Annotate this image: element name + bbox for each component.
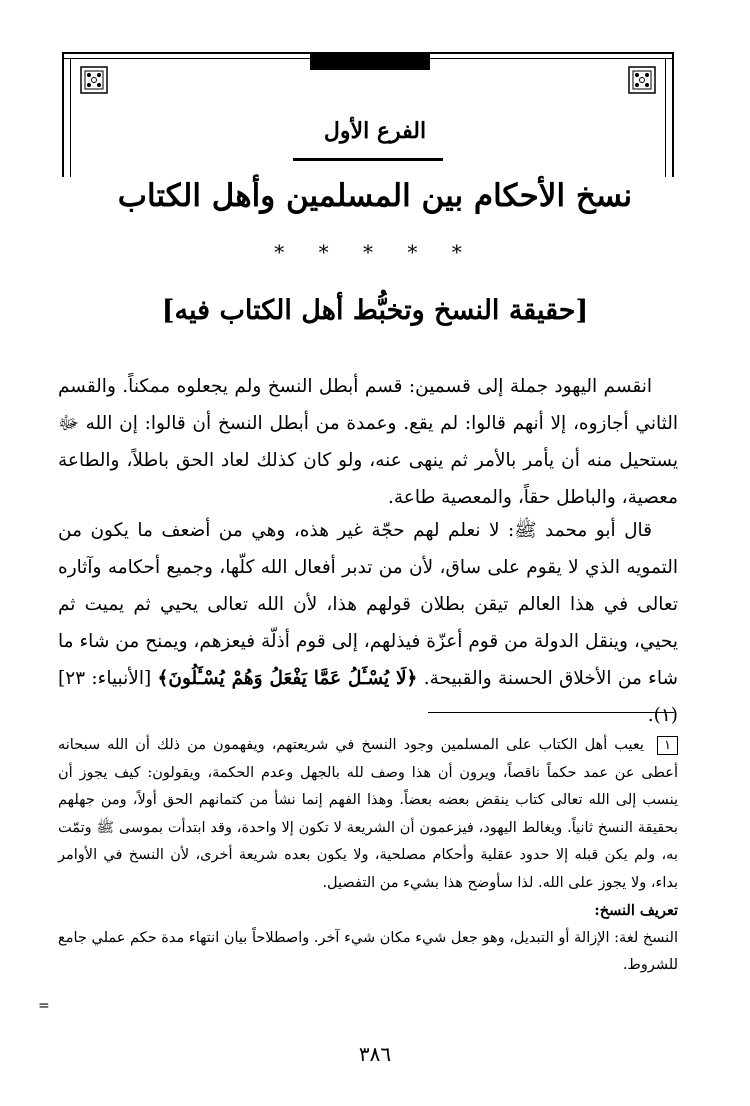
footnotes <box>58 732 678 980</box>
branch-title: الفرع الأول <box>323 118 427 144</box>
paragraph-2-text: قال أبو محمد ﷺ: لا نعلم لهم حجّة غير هذه، وهي من أضعف ما يكون من التمويه الذي لا يقوم على ساق، لأن من تدبر أفعال الله كلّها، وجميع أحكامه وآثاره تعالى في هذا العالم تيقن بطلان قولهم هذا، لأن الله تعالى يحيي ثم يميت ثم يحيي، وينقل الدولة من قوم أعزّة فيذلهم، إلى قوم أذلّة فيعزهم، ويمنح من شاء ما شاء من الأخلاق الحسنة والقبيحة. <box>58 520 679 689</box>
paragraph-1-text: انقسم اليهود جملة إلى قسمين: قسم أبطل النسخ ولم يجعلوه ممكناً. والقسم الثاني أجازوه، إلا أنهم قالوا: لم يقع. وعمدة من أبطل النسخ أن قالوا: إن الله ﷻ يستحيل منه أن يأمر بالأمر ثم ينهى عنه، ولو كان كذلك لعاد الحق باطلاً، والطاعة معصية، والباطل حقاً، والمعصية طاعة. <box>58 376 678 508</box>
ornament-icon <box>80 66 108 94</box>
definition-text: النسخ لغة: الإزالة أو التبديل، وهو جعل شيء مكان شيء آخر. واصطلاحاً بيان انتهاء مدة حكم عملي جامع للشروط. <box>58 929 678 973</box>
chapter-title: نسخ الأحكام بين المسلمين وأهل الكتاب <box>117 178 633 214</box>
star-separator: * * * * * <box>274 240 476 264</box>
ornament-icon <box>628 66 656 94</box>
header-center-bar <box>310 52 430 70</box>
footnote-text: يعيب أهل الكتاب على المسلمين وجود النسخ في شريعتهم، ويفهمون من ذلك أن الله سبحانه أعطى عن عمد حكماً ناقصاً، ويرون أن هذا وصف لله بالجهل وعدم الحكمة، ويقولون: كيف يجوز أن ينسب إلى الله تعالى كتاب ينقض بعضه بعضاً. وهذا الفهم إنما نشأ من كتمانهم الحق أولاً، ومن جهلهم بحقيقة النسخ ثانياً. ويغالط اليهود، فيزعمون أن الشريعة لا تكون إلا واحدة، وقد ابتدأت بموسى ﷺ وتمّت به، ولم يكن قبله إلا حدود عقلية وأحكام مصلحية، ولا يكون بعده شريعة أخرى، لأن النسخ في الأوامر بداء، ولا يجوز على الله. لذا سأوضح هذا بشيء من التفصيل. <box>58 737 678 891</box>
continuation-mark: = <box>38 998 50 1014</box>
footnote-separator <box>428 712 674 713</box>
definition-heading: تعريف النسخ: <box>594 902 678 919</box>
page-number: ٣٨٦ <box>358 1042 392 1066</box>
paragraph-1 <box>58 368 678 516</box>
quran-verse: ﴿لَا يُسْـَٔلُ عَمَّا يَفْعَلُ وَهُمْ يُسْـَٔلُونَ﴾ <box>157 668 418 689</box>
paragraph-2 <box>58 512 678 734</box>
verse-reference: [الأنبياء: ٢٣](١). <box>58 668 678 726</box>
section-title: [حقيقة النسخ وتخبُّط أهل الكتاب فيه] <box>161 295 589 326</box>
branch-underline <box>293 158 443 161</box>
footnote-number: ١ <box>657 736 678 755</box>
